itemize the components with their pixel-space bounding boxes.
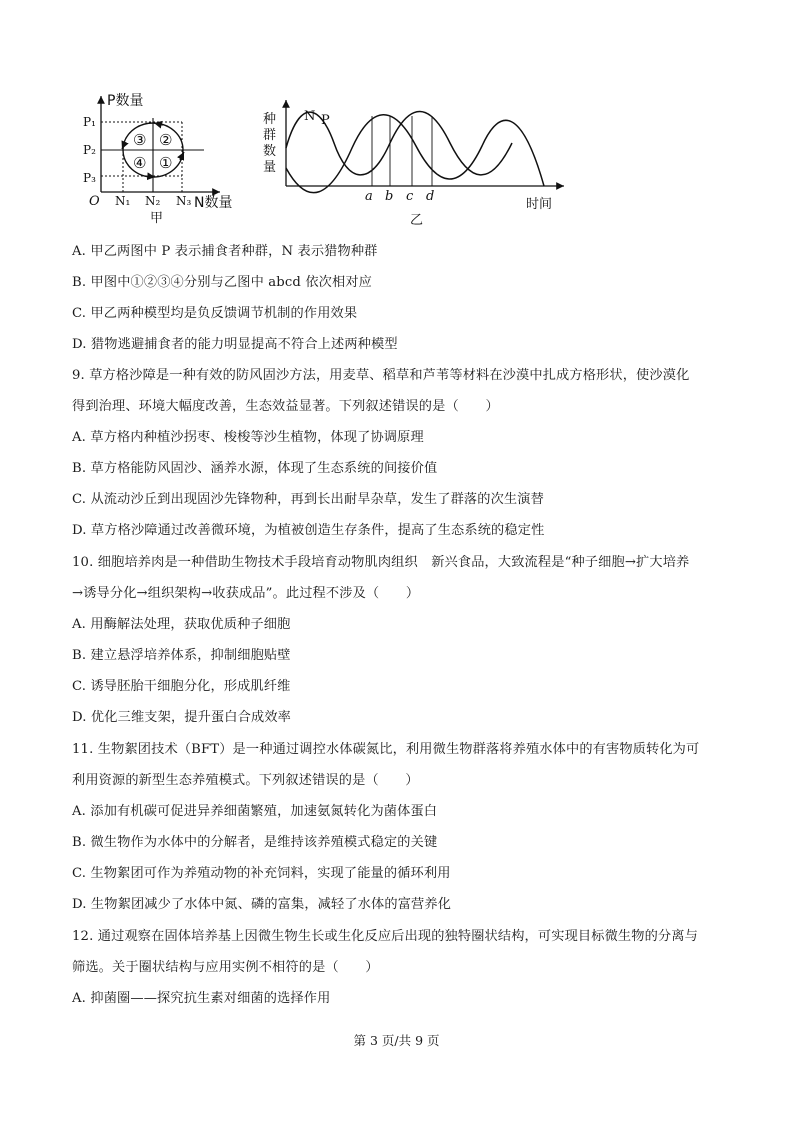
caption-yi: 乙: [410, 213, 424, 228]
q9-option-a: A. 草方格内种植沙拐枣、梭梭等沙生植物，体现了协调原理: [72, 430, 424, 445]
mark-a: a: [365, 189, 373, 204]
quadrant-3: ③: [133, 131, 147, 149]
q9-option-d: D. 草方格沙障通过改善微环境，为植被创造生存条件，提高了生态系统的稳定性: [72, 523, 545, 538]
q11-option-d: D. 生物絮团减少了水体中氮、磷的富集，减轻了水体的富营养化: [72, 897, 452, 912]
mark-b: b: [385, 189, 394, 204]
tick-n3: N₃: [176, 194, 192, 208]
q9-stem-line-1: 9. 草方格沙障是一种有效的防风固沙方法，用麦草、稻草和芦苇等材料在沙漠中扎成方格形状，使沙漠化: [72, 368, 690, 383]
figure-yi: [260, 88, 580, 238]
q11-option-a: A. 添加有机碳可促进异养细菌繁殖，加速氨氮转化为菌体蛋白: [72, 804, 438, 819]
figures-area: [80, 88, 600, 238]
tick-p2: P₂: [83, 143, 96, 157]
q9-option-c: C. 从流动沙丘到出现固沙先锋物种，再到长出耐旱杂草，发生了群落的次生演替: [72, 492, 544, 507]
y-label-char-4: 量: [263, 160, 277, 175]
q10-stem-line-2: →诱导分化→组织架构→收获成品”。此过程不涉及（ ）: [72, 586, 420, 601]
y-axis-label: P数量: [107, 93, 144, 109]
series-p-label: P: [321, 113, 330, 128]
q10-option-c: C. 诱导胚胎干细胞分化，形成肌纤维: [72, 679, 291, 694]
q10-option-b: B. 建立悬浮培养体系，抑制细胞贴壁: [72, 648, 291, 663]
tick-p1: P₁: [83, 115, 96, 129]
mark-c: c: [406, 189, 414, 204]
x-axis-label: N数量: [194, 195, 233, 211]
q8-option-c: C. 甲乙两种模型均是负反馈调节机制的作用效果: [72, 306, 358, 321]
tick-n2: N₂: [145, 194, 161, 208]
page-footer: 第 3 页/共 9 页: [353, 1033, 440, 1048]
y-label-char-1: 种: [263, 112, 277, 127]
y-label-char-2: 群: [263, 128, 277, 143]
quadrant-4: ④: [133, 154, 147, 172]
q8-option-b: B. 甲图中①②③④分别与乙图中 abcd 依次相对应: [72, 275, 373, 290]
figure-jia: [80, 88, 250, 238]
origin-label: O: [89, 194, 100, 209]
q11-stem-line-2: 利用资源的新型生态养殖模式。下列叙述错误的是（ ）: [72, 773, 419, 788]
q10-option-a: A. 用酶解法处理，获取优质种子细胞: [72, 617, 291, 632]
q12-option-a: A. 抑菌圈——探究抗生素对细菌的选择作用: [72, 991, 331, 1006]
q8-option-d: D. 猎物逃避捕食者的能力明显提高不符合上述两种模型: [72, 337, 398, 352]
quadrant-2: ②: [159, 131, 173, 149]
q11-stem-line-1: 11. 生物絮团技术（BFT）是一种通过调控水体碳氮比，利用微生物群落将养殖水体中的有害物质转化为可: [72, 742, 700, 757]
series-n-label: N: [304, 109, 316, 124]
q10-stem-line-1: 10. 细胞培养肉是一种借助生物技术手段培育动物肌肉组织 新兴食品，大致流程是“种子细胞→扩大培养: [72, 555, 690, 570]
tick-p3: P₃: [83, 171, 96, 185]
mark-d: d: [426, 189, 435, 204]
q8-option-a: A. 甲乙两图中 P 表示捕食者种群，N 表示猎物种群: [72, 244, 378, 259]
q9-option-b: B. 草方格能防风固沙、涵养水源，体现了生态系统的间接价值: [72, 461, 438, 476]
quadrant-1: ①: [159, 154, 173, 172]
y-label-char-3: 数: [263, 144, 277, 159]
caption-jia: 甲: [150, 211, 164, 226]
x-axis-label: 时间: [526, 197, 553, 212]
q12-stem-line-2: 筛选。关于圈状结构与应用实例不相符的是（ ）: [72, 960, 379, 975]
q12-stem-line-1: 12. 通过观察在固体培养基上因微生物生长或生化反应后出现的独特圈状结构，可实现目标微生物的分离与: [72, 929, 698, 944]
q11-option-b: B. 微生物作为水体中的分解者，是维持该养殖模式稳定的关键: [72, 835, 438, 850]
q9-stem-line-2: 得到治理、环境大幅度改善，生态效益显著。下列叙述错误的是（ ）: [72, 399, 499, 414]
tick-n1: N₁: [115, 194, 131, 208]
q11-option-c: C. 生物絮团可作为养殖动物的补充饲料，实现了能量的循环利用: [72, 866, 451, 881]
q10-option-d: D. 优化三维支架，提升蛋白合成效率: [72, 710, 291, 725]
